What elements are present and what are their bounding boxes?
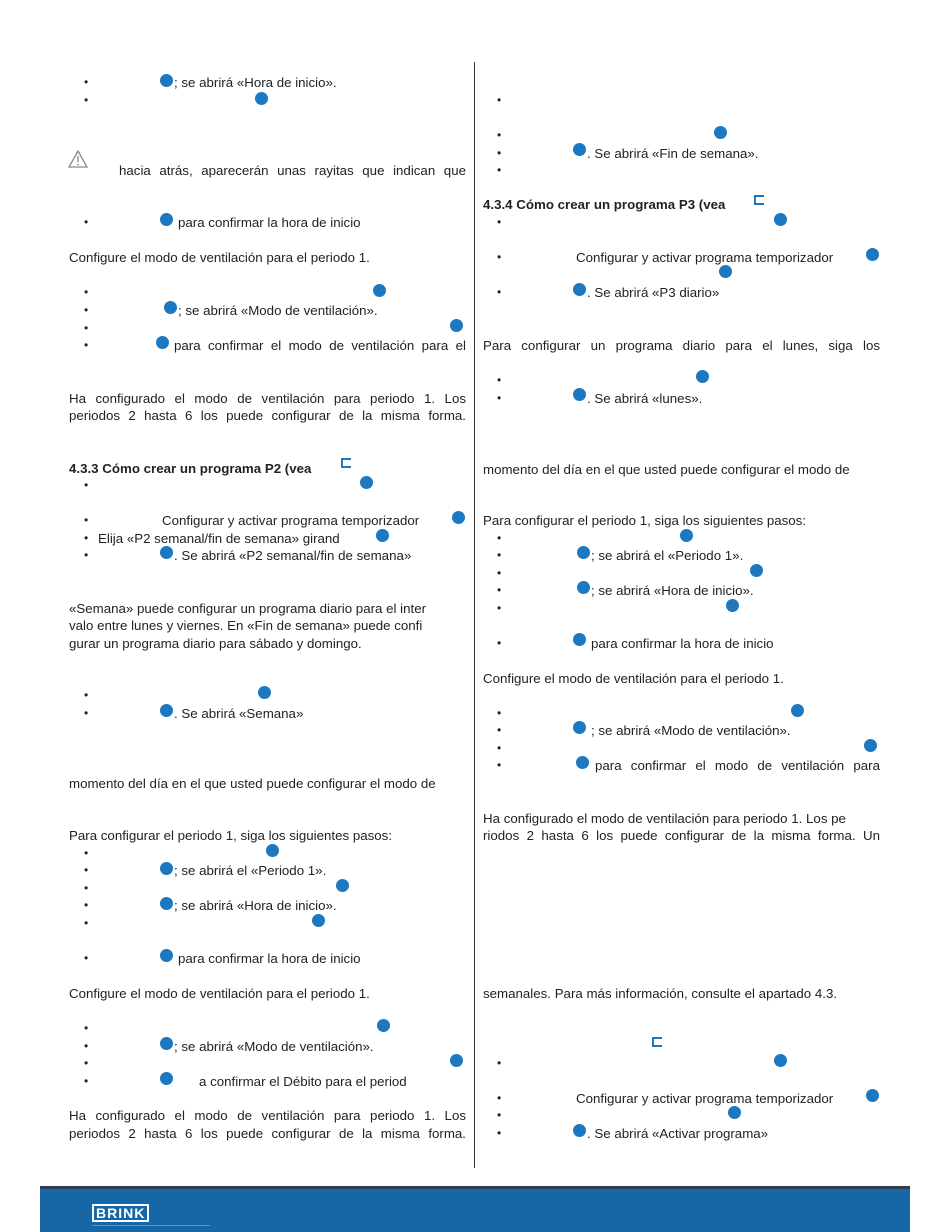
- text-line: para confirmar el modo de ventilación para el: [174, 338, 466, 353]
- bullet: •: [84, 478, 89, 492]
- text-line: para confirmar la hora de inicio: [178, 215, 361, 230]
- knob-icon: [160, 74, 173, 87]
- knob-icon: [719, 265, 732, 278]
- bullet: •: [84, 513, 89, 527]
- text-line: hacia atrás, aparecerán unas rayitas que indican que: [119, 163, 466, 178]
- knob-icon: [156, 336, 169, 349]
- knob-icon: [750, 564, 763, 577]
- bullet: •: [497, 1108, 502, 1122]
- bullet: •: [84, 531, 89, 545]
- bullet: •: [497, 741, 502, 755]
- bullet: •: [497, 531, 502, 545]
- knob-icon: [450, 1054, 463, 1067]
- knob-icon: [164, 301, 177, 314]
- knob-icon: [573, 721, 586, 734]
- knob-icon: [360, 476, 373, 489]
- bullet: •: [84, 846, 89, 860]
- bullet: •: [84, 1056, 89, 1070]
- brink-logo: BRINK: [92, 1204, 149, 1222]
- bullet: •: [497, 285, 502, 299]
- knob-icon: [160, 1072, 173, 1085]
- text-line: Configure el modo de ventilación para el periodo 1.: [483, 671, 784, 686]
- text-line: momento del día en el que usted puede configurar el modo de: [69, 776, 436, 791]
- knob-icon: [791, 704, 804, 717]
- knob-icon: [577, 546, 590, 559]
- bullet: •: [497, 1126, 502, 1140]
- knob-icon: [696, 370, 709, 383]
- knob-icon: [336, 879, 349, 892]
- knob-icon: [573, 283, 586, 296]
- knob-icon: [714, 126, 727, 139]
- text-line: semanales. Para más información, consulte el apartado 4.3.: [483, 986, 838, 1001]
- logo-underline: [92, 1225, 210, 1226]
- text-line: . Se abrirá «Fin de semana».: [587, 146, 759, 161]
- bullet: •: [497, 636, 502, 650]
- text-line: . Se abrirá «lunes».: [587, 391, 703, 406]
- bullet: •: [497, 601, 502, 615]
- reference-icon: [754, 195, 764, 205]
- knob-icon: [577, 581, 590, 594]
- bullet: •: [84, 863, 89, 877]
- bullet: •: [497, 250, 502, 264]
- page-footer: [40, 1186, 910, 1232]
- bullet: •: [497, 146, 502, 160]
- bullet: •: [84, 1021, 89, 1035]
- text-line: Ha configurado el modo de ventilación para periodo 1. Los pe: [483, 811, 846, 826]
- text-line: . Se abrirá «Semana»: [174, 706, 304, 721]
- knob-icon: [573, 388, 586, 401]
- knob-icon: [576, 756, 589, 769]
- text-line: para confirmar el modo de ventilación para: [595, 758, 880, 773]
- bullet: •: [497, 391, 502, 405]
- bullet: •: [84, 1074, 89, 1088]
- text-line: Para configurar el periodo 1, siga los siguientes pasos:: [483, 513, 807, 528]
- bullet: •: [84, 951, 89, 965]
- bullet: •: [84, 93, 89, 107]
- text-line: Ha configurado el modo de ventilación para periodo 1. Los: [69, 391, 466, 406]
- knob-icon: [160, 949, 173, 962]
- knob-icon: [774, 213, 787, 226]
- text-line: Ha configurado el modo de ventilación para periodo 1. Los: [69, 1108, 466, 1123]
- text-line: para confirmar la hora de inicio: [178, 951, 361, 966]
- knob-icon: [573, 143, 586, 156]
- text-line: Configurar y activar programa temporizador: [162, 513, 420, 528]
- bullet: •: [497, 548, 502, 562]
- text-line: ; se abrirá el «Periodo 1».: [174, 863, 327, 878]
- bullet: •: [84, 898, 89, 912]
- bullet: •: [84, 1039, 89, 1053]
- knob-icon: [573, 1124, 586, 1137]
- knob-icon: [255, 92, 268, 105]
- text-line: ; se abrirá el «Periodo 1».: [591, 548, 744, 563]
- text-line: ; se abrirá «Modo de ventilación».: [174, 1039, 374, 1054]
- knob-icon: [573, 633, 586, 646]
- bullet: •: [497, 706, 502, 720]
- text-line: . Se abrirá «Activar programa»: [587, 1126, 769, 1141]
- bullet: •: [497, 128, 502, 142]
- bullet: •: [84, 706, 89, 720]
- bullet: •: [497, 373, 502, 387]
- bullet: •: [497, 215, 502, 229]
- reference-icon: [652, 1037, 662, 1047]
- warning-icon: [68, 150, 88, 168]
- text-line: Para configurar el periodo 1, siga los siguientes pasos:: [69, 828, 393, 843]
- knob-icon: [258, 686, 271, 699]
- bullet: •: [497, 566, 502, 580]
- text-line: momento del día en el que usted puede configurar el modo de: [483, 462, 850, 477]
- text-line: para confirmar la hora de inicio: [591, 636, 774, 651]
- bullet: •: [497, 723, 502, 737]
- knob-icon: [774, 1054, 787, 1067]
- bullet: •: [497, 758, 502, 772]
- knob-icon: [450, 319, 463, 332]
- knob-icon: [160, 546, 173, 559]
- bullet: •: [497, 1091, 502, 1105]
- bullet: •: [497, 583, 502, 597]
- text-line: ; se abrirá «Hora de inicio».: [591, 583, 754, 598]
- text-line: periodos 2 hasta 6 los puede configurar de la misma forma.: [69, 1126, 466, 1141]
- text-line: periodos 2 hasta 6 los puede configurar de la misma forma.: [69, 408, 466, 423]
- text-line: valo entre lunes y viernes. En «Fin de semana» puede confi: [69, 618, 423, 633]
- knob-icon: [160, 1037, 173, 1050]
- text-line: riodos 2 hasta 6 los puede configurar de la misma forma. Un: [483, 828, 880, 843]
- text-line: ; se abrirá «Hora de inicio».: [174, 898, 337, 913]
- knob-icon: [376, 529, 389, 542]
- bullet: •: [84, 916, 89, 930]
- text-line: Configurar y activar programa temporizador: [576, 1091, 834, 1106]
- section-heading: 4.3.3 Cómo crear un programa P2 (vea: [69, 461, 312, 476]
- knob-icon: [864, 739, 877, 752]
- knob-icon: [726, 599, 739, 612]
- text-line: Elija «P2 semanal/fin de semana» girand: [98, 531, 340, 546]
- bullet: •: [84, 215, 89, 229]
- bullet: •: [84, 881, 89, 895]
- bullet: •: [84, 338, 89, 352]
- text-line: gurar un programa diario para sábado y domingo.: [69, 636, 362, 651]
- text-line: a confirmar el Débito para el period: [199, 1074, 407, 1089]
- reference-icon: [341, 458, 351, 468]
- knob-icon: [266, 844, 279, 857]
- knob-icon: [160, 897, 173, 910]
- text-line: Configure el modo de ventilación para el periodo 1.: [69, 250, 370, 265]
- knob-icon: [160, 704, 173, 717]
- text-line: Para configurar un programa diario para el lunes, siga los: [483, 338, 880, 353]
- text-line: ; se abrirá «Hora de inicio».: [174, 75, 337, 90]
- knob-icon: [160, 213, 173, 226]
- bullet: •: [497, 93, 502, 107]
- knob-icon: [728, 1106, 741, 1119]
- knob-icon: [866, 1089, 879, 1102]
- knob-icon: [866, 248, 879, 261]
- text-line: «Semana» puede configurar un programa diario para el inter: [69, 601, 427, 616]
- text-line: ; se abrirá «Modo de ventilación».: [591, 723, 791, 738]
- section-heading: 4.3.4 Cómo crear un programa P3 (vea: [483, 197, 726, 212]
- bullet: •: [84, 548, 89, 562]
- column-divider: [474, 62, 475, 1168]
- bullet: •: [84, 321, 89, 335]
- bullet: •: [84, 688, 89, 702]
- text-line: . Se abrirá «P3 diario»: [587, 285, 720, 300]
- bullet: •: [84, 75, 89, 89]
- knob-icon: [160, 862, 173, 875]
- text-line: Configurar y activar programa temporizador: [576, 250, 834, 265]
- text-line: . Se abrirá «P2 semanal/fin de semana»: [174, 548, 412, 563]
- bullet: •: [497, 1056, 502, 1070]
- knob-icon: [452, 511, 465, 524]
- bullet: •: [497, 163, 502, 177]
- text-line: ; se abrirá «Modo de ventilación».: [178, 303, 378, 318]
- knob-icon: [312, 914, 325, 927]
- knob-icon: [377, 1019, 390, 1032]
- knob-icon: [680, 529, 693, 542]
- bullet: •: [84, 303, 89, 317]
- knob-icon: [373, 284, 386, 297]
- bullet: •: [84, 285, 89, 299]
- text-line: Configure el modo de ventilación para el periodo 1.: [69, 986, 370, 1001]
